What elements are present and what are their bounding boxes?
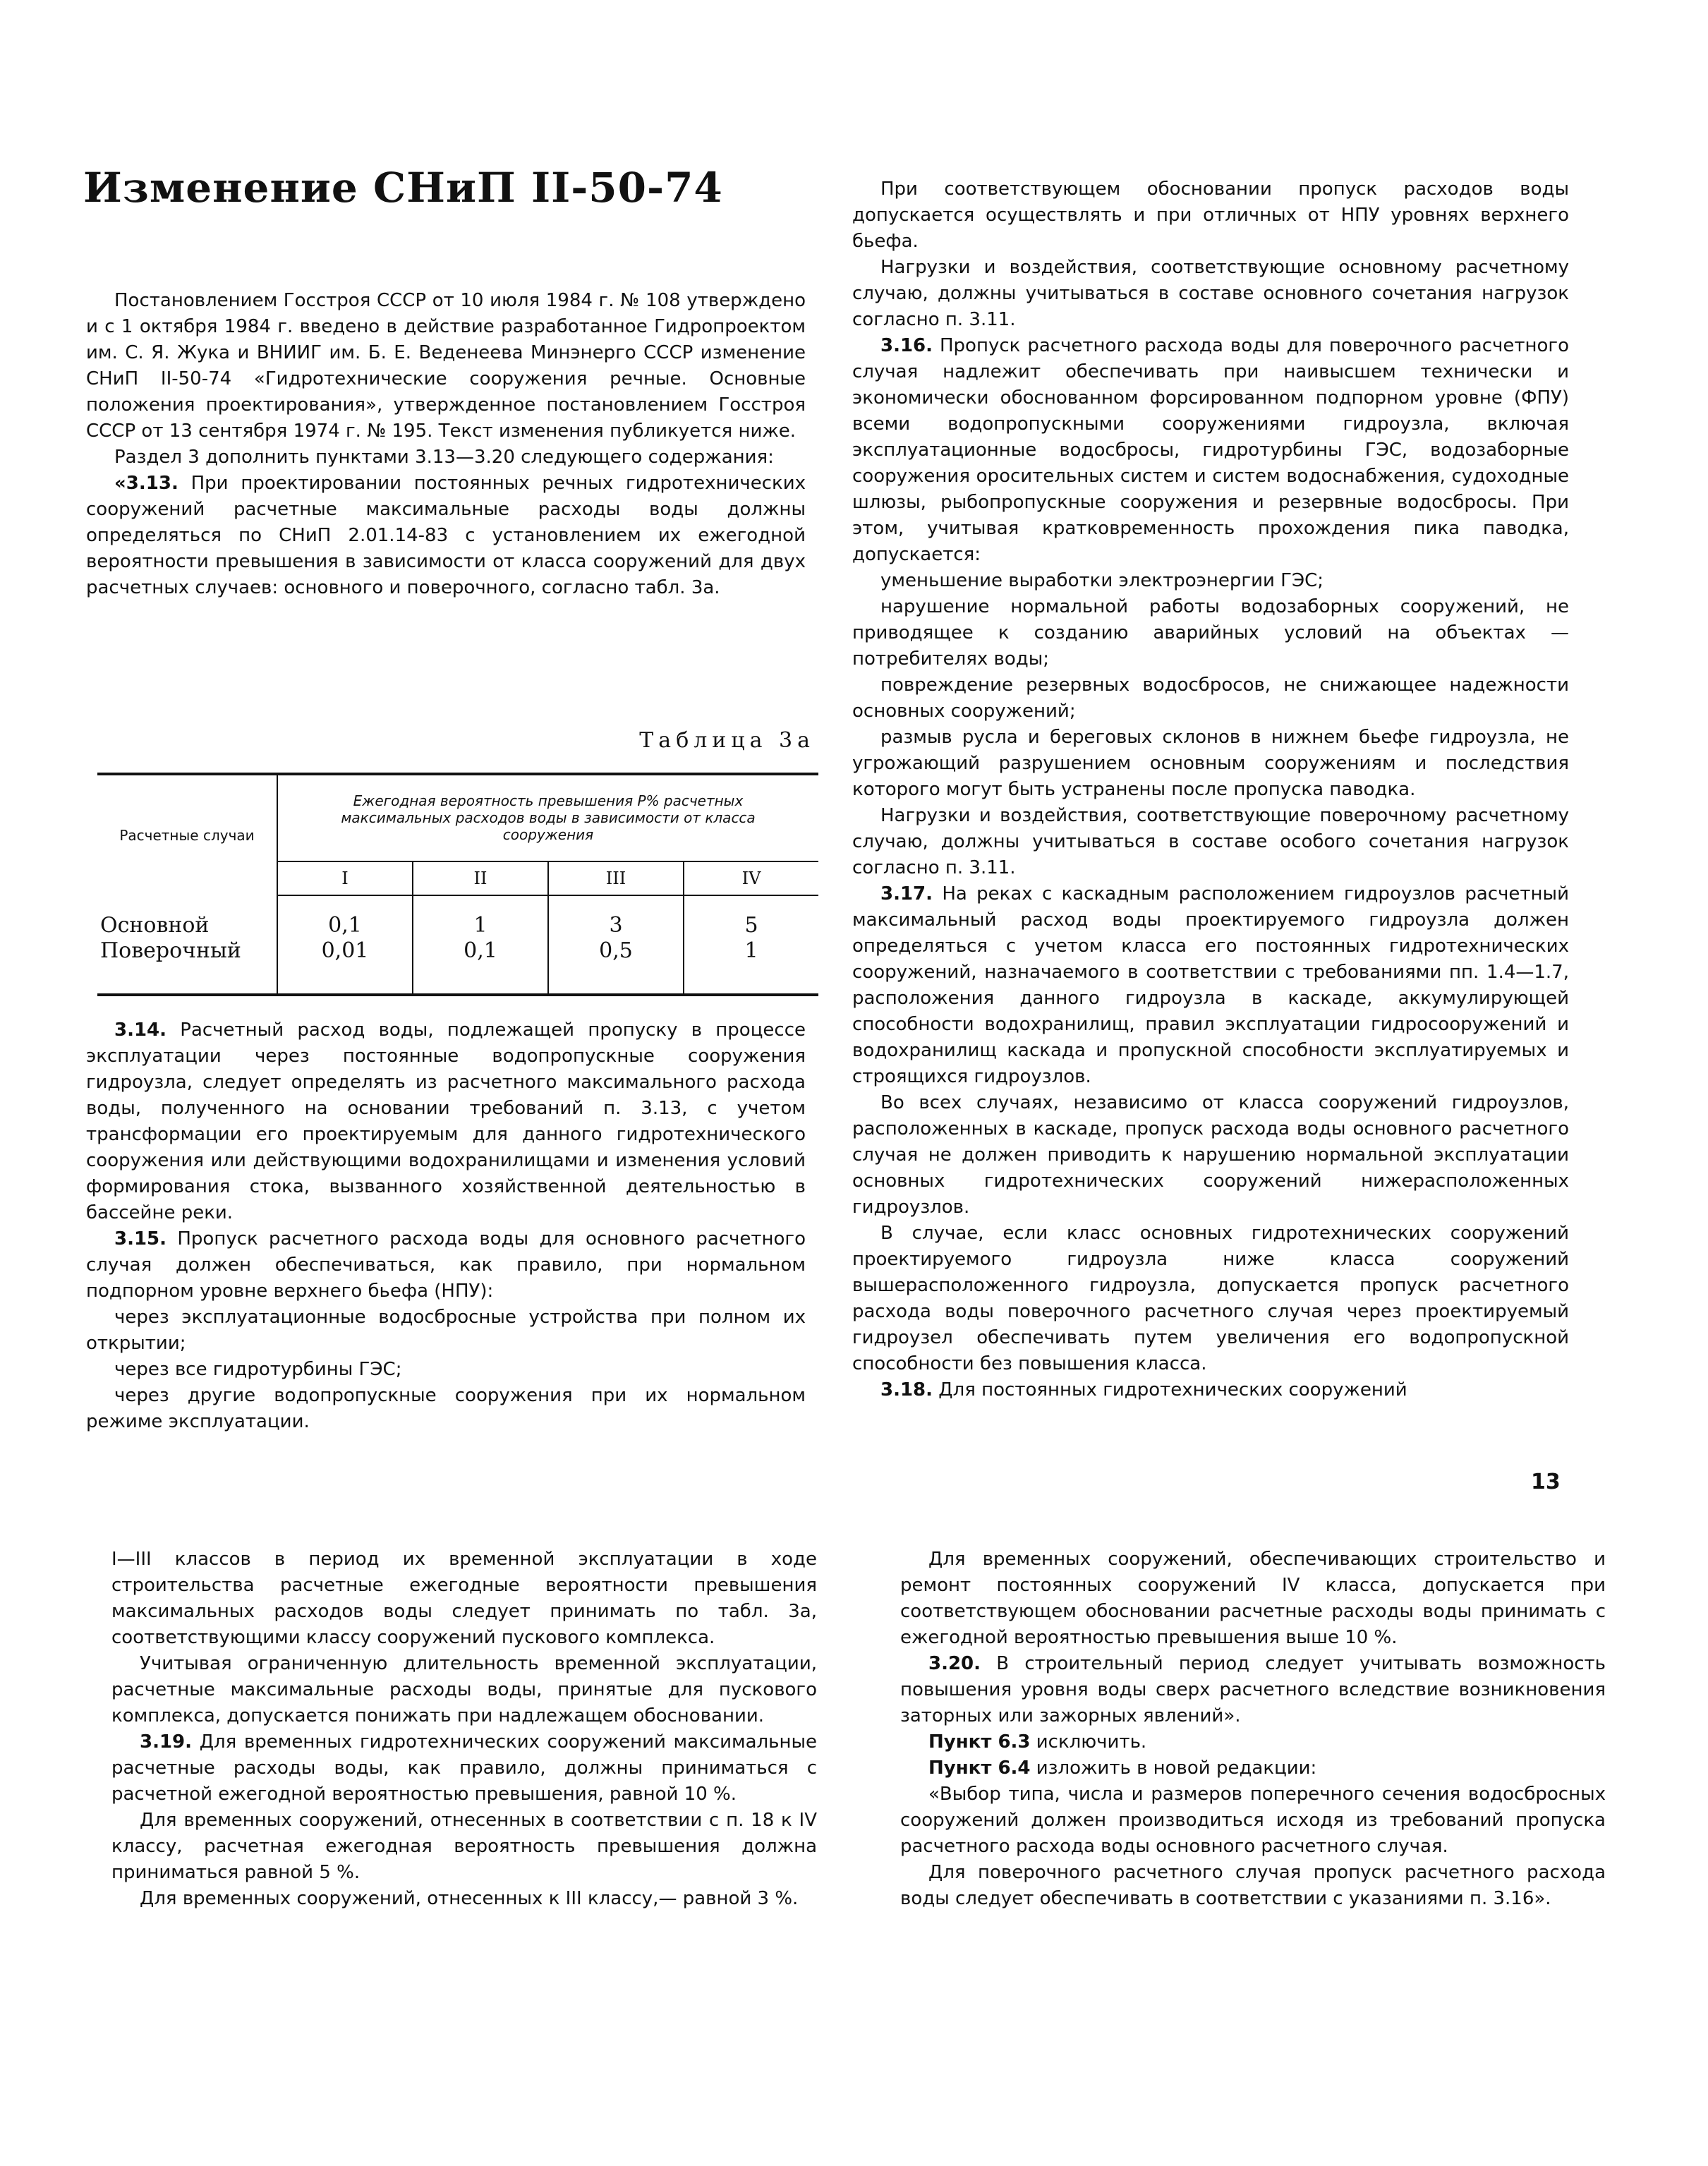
table-cell: 1	[684, 938, 818, 995]
page-title: Изменение СНиП II-50-74	[83, 164, 723, 212]
clause-number: 3.16.	[880, 335, 933, 356]
paragraph: В случае, если класс основных гидротехнических сооружений проектируемого гидроузла ниже класса сооружений вышерасположенного гидроузла, допускается пропуск расчетного расхода воды поверочного расчетного случая через проектируемый гидроузел обеспечивать путем увеличения его водопропускной способности без повышения класса.	[852, 1223, 1569, 1374]
list-item: через другие водопропускные сооружения при их нормальном режиме эксплуатации.	[86, 1385, 806, 1432]
list-item: через эксплуатационные водосбросные устройства при полном их открытии;	[86, 1307, 806, 1354]
table-row	[97, 938, 818, 995]
clause-3-13	[86, 471, 806, 601]
column-2	[852, 176, 1569, 1403]
item-label: Пункт 6.4	[928, 1757, 1031, 1779]
item-label: Пункт 6.3	[928, 1731, 1031, 1753]
class-header: I	[277, 861, 413, 895]
list-item: через все гидротурбины ГЭС;	[114, 1359, 402, 1380]
paragraph: Во всех случаях, независимо от класса сооружений гидроузлов, расположенных в каскаде, пропуск расхода воды основного расчетного случая не должен приводить к нарушению нормальной эксплуатации основных гидротехнических сооружений нижерасположенных гидроузлов.	[852, 1092, 1569, 1218]
clause-3-17	[852, 881, 1569, 1090]
clause-3-20	[900, 1651, 1606, 1729]
clause-3-16	[852, 333, 1569, 568]
clause-number: 3.19.	[140, 1731, 193, 1753]
column-1-top	[86, 288, 806, 601]
class-header: II	[413, 861, 548, 895]
clause-text: Пропуск расчетного расхода воды для поверочного расчетного случая надлежит обеспечивать при наивысшем технически и экономически обоснованном форсированном подпорном уровне (ФПУ) всеми водопропускными сооружениями гидроузла, включая эксплуатационные водосбросы, гидротурбины ГЭС, водозаборные сооружения оросительных систем и систем водоснабжения, судоходные шлюзы, рыбопропускные сооружения и резервные водосбросы. При этом, учитывая кратковременность прохождения пика паводка, допускается:	[852, 335, 1569, 565]
clause-3-18	[852, 1377, 1569, 1403]
table-3a	[97, 773, 818, 996]
list-item: уменьшение выработки электроэнергии ГЭС;	[880, 570, 1324, 591]
table-cell: 5	[684, 895, 818, 938]
clause-number: 3.18.	[880, 1379, 933, 1400]
paragraph: Для временных сооружений, отнесенных в соответствии с п. 18 к IV классу, расчетная ежегодная вероятность превышения должна приниматься равной 5 %.	[111, 1810, 817, 1883]
paragraph: Нагрузки и воздействия, соответствующие поверочному расчетному случаю, должны учитываться в составе особого сочетания нагрузок согласно п. 3.11.	[852, 805, 1569, 878]
column-4	[900, 1547, 1606, 1912]
class-header: III	[548, 861, 684, 895]
clause-text: Пропуск расчетного расхода воды для основного расчетного случая должен обеспечиваться, как правило, при нормальном подпорном уровне верхнего бьефа (НПУ):	[86, 1228, 806, 1302]
row-label: Поверочный	[97, 938, 277, 995]
paragraph: Для временных сооружений, отнесенных к III классу,— равной 3 %.	[140, 1888, 799, 1909]
clause-number: «3.13.	[114, 473, 178, 494]
paragraph: Для поверочного расчетного случая пропуск расчетного расхода воды следует обеспечивать в соответствии с указаниями п. 3.16».	[900, 1862, 1606, 1909]
paragraph: Для временных сооружений, обеспечивающих строительство и ремонт постоянных сооружений IV класса, допускается при соответствующем обосновании расчетные расходы воды принимать с ежегодной вероятностью превышения выше 10 %.	[900, 1549, 1606, 1648]
table-cell: 0,5	[548, 938, 684, 995]
paragraph: Нагрузки и воздействия, соответствующие основному расчетному случаю, должны учитываться в составе основного сочетания нагрузок согласно п. 3.11.	[852, 257, 1569, 330]
clause-text: Расчетный расход воды, подлежащей пропуску в процессе эксплуатации через постоянные водопропускные сооружения гидроузла, следует определять из расчетного максимального расхода воды, полученного на основании требований п. 3.13, с учетом трансформации его проектируемым для данного гидротехнического сооружения или действующими водохранилищами и изменения условий формирования стока, вызванного хозяйственной деятельностью в бассейне реки.	[86, 1020, 806, 1223]
header-cases: Расчетные случаи	[97, 774, 277, 895]
table-row	[97, 895, 818, 938]
paragraph: «Выбор типа, числа и размеров поперечного сечения водосбросных сооружений должен производиться исходя из требований пропуска расчетного расхода воды основного расчетного случая.	[900, 1784, 1606, 1857]
clause-number: 3.14.	[114, 1020, 167, 1041]
section-paragraph: Раздел 3 дополнить пунктами 3.13—3.20 следующего содержания:	[114, 447, 774, 468]
column-3	[111, 1547, 817, 1912]
column-1-bottom	[86, 1017, 806, 1435]
table-cell: 0,1	[277, 895, 413, 938]
table-cell: 0,1	[413, 938, 548, 995]
item-text: исключить.	[1030, 1731, 1147, 1753]
decree-paragraph: Постановлением Госстроя СССР от 10 июля 1984 г. № 108 утверждено и с 1 октября 1984 г. введено в действие разработанное Гидропроектом им. С. Я. Жука и ВНИИГ им. Б. Е. Веденеева Минэнерго СССР изменение СНиП II-50-74 «Гидротехнические сооружения речные. Основные положения проектирования», утвержденное постановлением Госстроя СССР от 13 сентября 1974 г. № 195. Текст изменения публикуется ниже.	[86, 290, 806, 442]
paragraph: I—III классов в период их временной эксплуатации в ходе строительства расчетные ежегодные вероятности превышения максимальных расходов воды следует принимать по табл. 3а, соответствующими классу сооружений пускового комплекса.	[111, 1549, 817, 1648]
clause-number: 3.17.	[880, 883, 933, 904]
page-number: 13	[1531, 1470, 1561, 1494]
paragraph	[900, 1729, 1606, 1755]
table-cell: 3	[548, 895, 684, 938]
paragraph: Учитывая ограниченную длительность временной эксплуатации, расчетные максимальные расходы воды, принятые для пускового комплекса, допускается понижать при надлежащем обосновании.	[111, 1653, 817, 1726]
list-item: повреждение резервных водосбросов, не снижающее надежности основных сооружений;	[852, 674, 1569, 722]
paragraph	[900, 1755, 1606, 1781]
list-item: размыв русла и береговых склонов в нижнем бьефе гидроузла, не угрожающий разрушением основным сооружениям и последствия которого могут быть устранены после пропуска паводка.	[852, 727, 1569, 800]
table-cell: 1	[413, 895, 548, 938]
paragraph: При соответствующем обосновании пропуск расходов воды допускается осуществлять и при отличных от НПУ уровнях верхнего бьефа.	[852, 179, 1569, 252]
row-label: Основной	[100, 912, 210, 938]
clause-text: На реках с каскадным расположением гидроузлов расчетный максимальный расход воды проектируемого гидроузла должен определяться с учетом класса его постоянных гидротехнических сооружений, назначаемого в соответствии с требованиями пп. 1.4—1.7, расположения данного гидроузла в каскаде, аккумулирующей способности водохранилищ, правил эксплуатации гидросооружений и водохранилищ каскада и пропускной способности эксплуатируемых и строящихся гидроузлов.	[852, 883, 1569, 1087]
class-header: IV	[684, 861, 818, 895]
clause-number: 3.20.	[928, 1653, 981, 1674]
clause-3-15	[86, 1226, 806, 1305]
clause-3-19	[111, 1729, 817, 1808]
clause-text: В строительный период следует учитывать возможность повышения уровня воды сверх расчетного вследствие возникновения заторных или зажорных явлений».	[900, 1653, 1606, 1726]
clause-number: 3.15.	[114, 1228, 167, 1250]
table-cell: 0,01	[277, 938, 413, 995]
clause-text: Для временных гидротехнических сооружений максимальные расчетные расходы воды, как правило, должны приниматься с расчетной ежегодной вероятностью превышения, равной 10 %.	[111, 1731, 817, 1805]
clause-3-14	[86, 1017, 806, 1226]
header-probability: Ежегодная вероятность превышения Р% расчетных максимальных расходов воды в зависимости от класса сооружения	[277, 774, 818, 861]
list-item: нарушение нормальной работы водозаборных сооружений, не приводящее к созданию аварийных условий на объектах — потребителях воды;	[852, 596, 1569, 670]
clause-text: При проектировании постоянных речных гидротехнических сооружений расчетные максимальные расходы воды должны определяться по СНиП 2.01.14-83 с установлением их ежегодной вероятности превышения в зависимости от класса сооружений для двух расчетных случаев: основного и поверочного, согласно табл. 3а.	[86, 473, 806, 598]
clause-text: Для постоянных гидротехнических сооружений	[933, 1379, 1407, 1400]
item-text: изложить в новой редакции:	[1030, 1757, 1317, 1779]
table-caption: Таблица 3а	[639, 728, 815, 753]
